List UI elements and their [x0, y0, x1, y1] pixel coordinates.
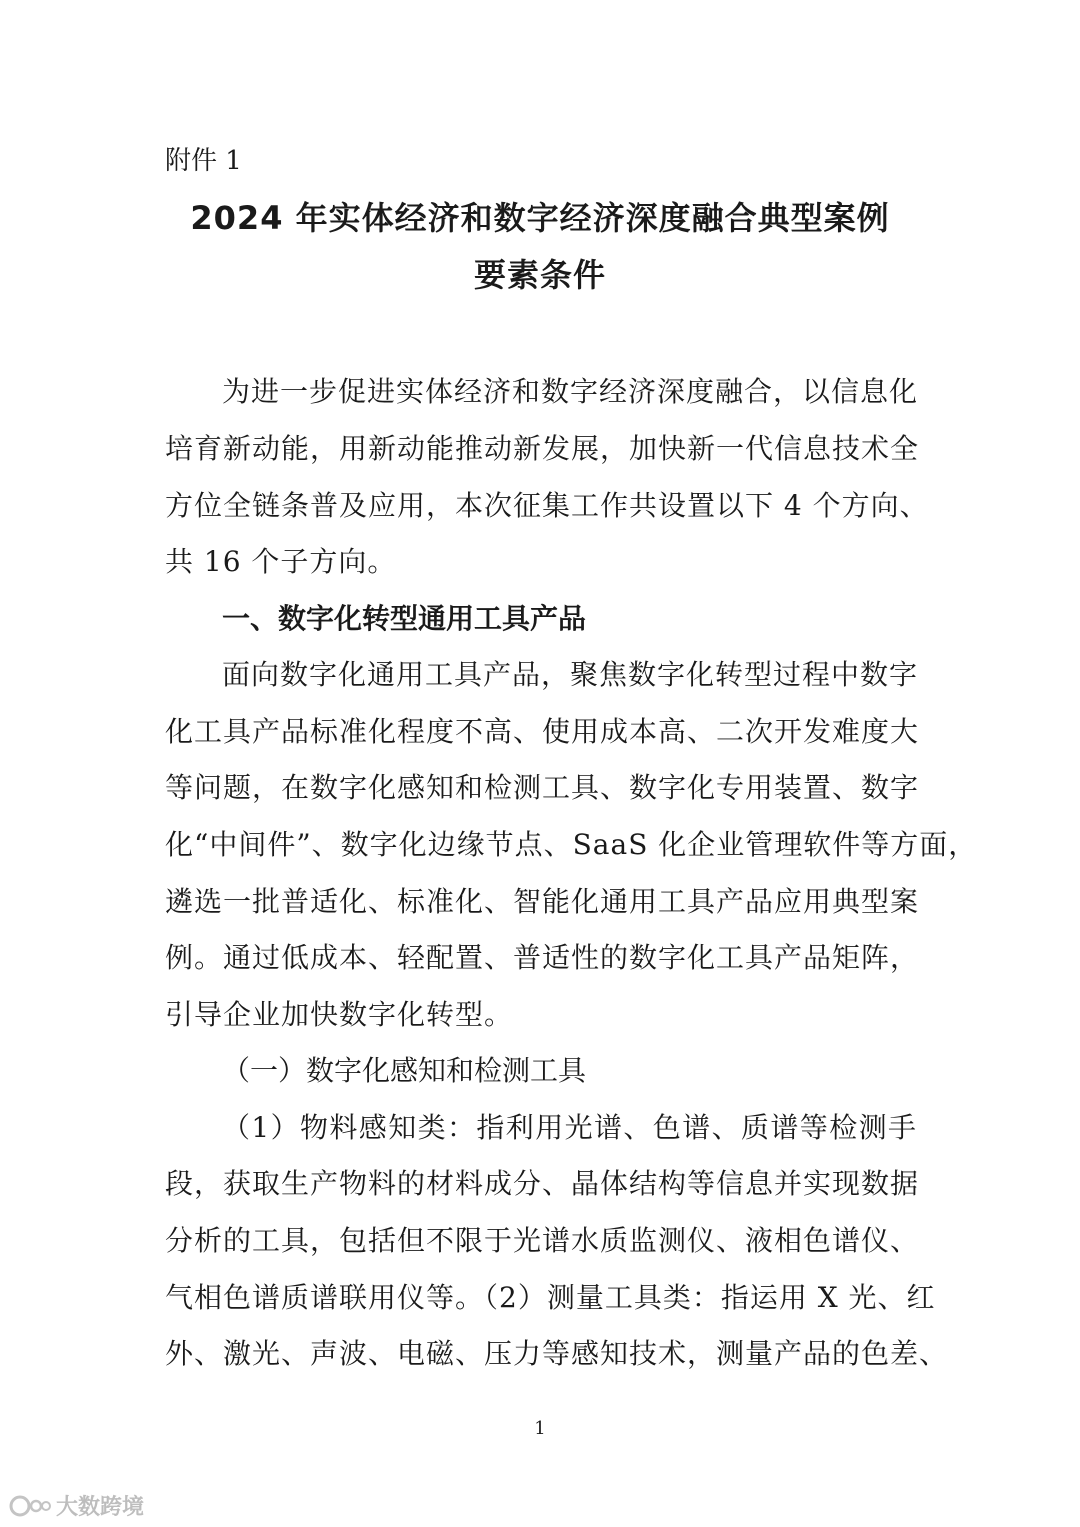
- attachment-label: 附件 1: [165, 146, 242, 176]
- document-title-line2: 要素条件: [473, 256, 606, 294]
- section1-heading: 一、数字化转型通用工具产品: [222, 602, 587, 635]
- section1-line-7: 引导企业加快数字化转型。: [165, 998, 514, 1031]
- intro-line-4: 共 16 个子方向。: [165, 545, 397, 578]
- watermark: [8, 1490, 144, 1521]
- section1-line-4: 化“中间件”、数字化边缘节点、SaaS 化企业管理软件等方面，: [165, 828, 978, 861]
- subsection1-line-1: （1）物料感知类：指利用光谱、色谱、质谱等检测手: [222, 1111, 917, 1144]
- page-number: 1: [534, 1418, 546, 1439]
- intro-line-2: 培育新动能，用新动能推动新发展，加快新一代信息技术全: [165, 432, 920, 465]
- subsection1-line-3: 分析的工具，包括但不限于光谱水质监测仪、液相色谱仪、: [165, 1224, 920, 1257]
- subsection1-line-4: 气相色谱质谱联用仪等。（2）测量工具类：指运用 X 光、红: [165, 1281, 936, 1314]
- intro-line-1: 为进一步促进实体经济和数字经济深度融合，以信息化: [222, 375, 919, 408]
- section1-line-2: 化工具产品标准化程度不高、使用成本高、二次开发难度大: [165, 715, 920, 748]
- subsection1-heading: （一）数字化感知和检测工具: [222, 1054, 587, 1087]
- intro-line-3: 方位全链条普及应用，本次征集工作共设置以下 4 个方向、: [165, 489, 929, 522]
- section1-line-6: 例。通过低成本、轻配置、普适性的数字化工具产品矩阵，: [165, 941, 920, 974]
- watermark-logo-icon: [8, 1493, 52, 1519]
- subsection1-line-2: 段，获取生产物料的材料成分、晶体结构等信息并实现数据: [165, 1167, 920, 1200]
- watermark-text: 大数跨境: [56, 1495, 145, 1520]
- section1-line-5: 遴选一批普适化、标准化、智能化通用工具产品应用典型案: [165, 885, 920, 918]
- subsection1-line-5: 外、激光、声波、电磁、压力等感知技术，测量产品的色差、: [165, 1337, 949, 1370]
- section1-line-3: 等问题，在数字化感知和检测工具、数字化专用装置、数字: [165, 771, 920, 804]
- document-title-line1: 2024 年实体经济和数字经济深度融合典型案例: [190, 199, 890, 237]
- section1-line-1: 面向数字化通用工具产品，聚焦数字化转型过程中数字: [222, 658, 919, 691]
